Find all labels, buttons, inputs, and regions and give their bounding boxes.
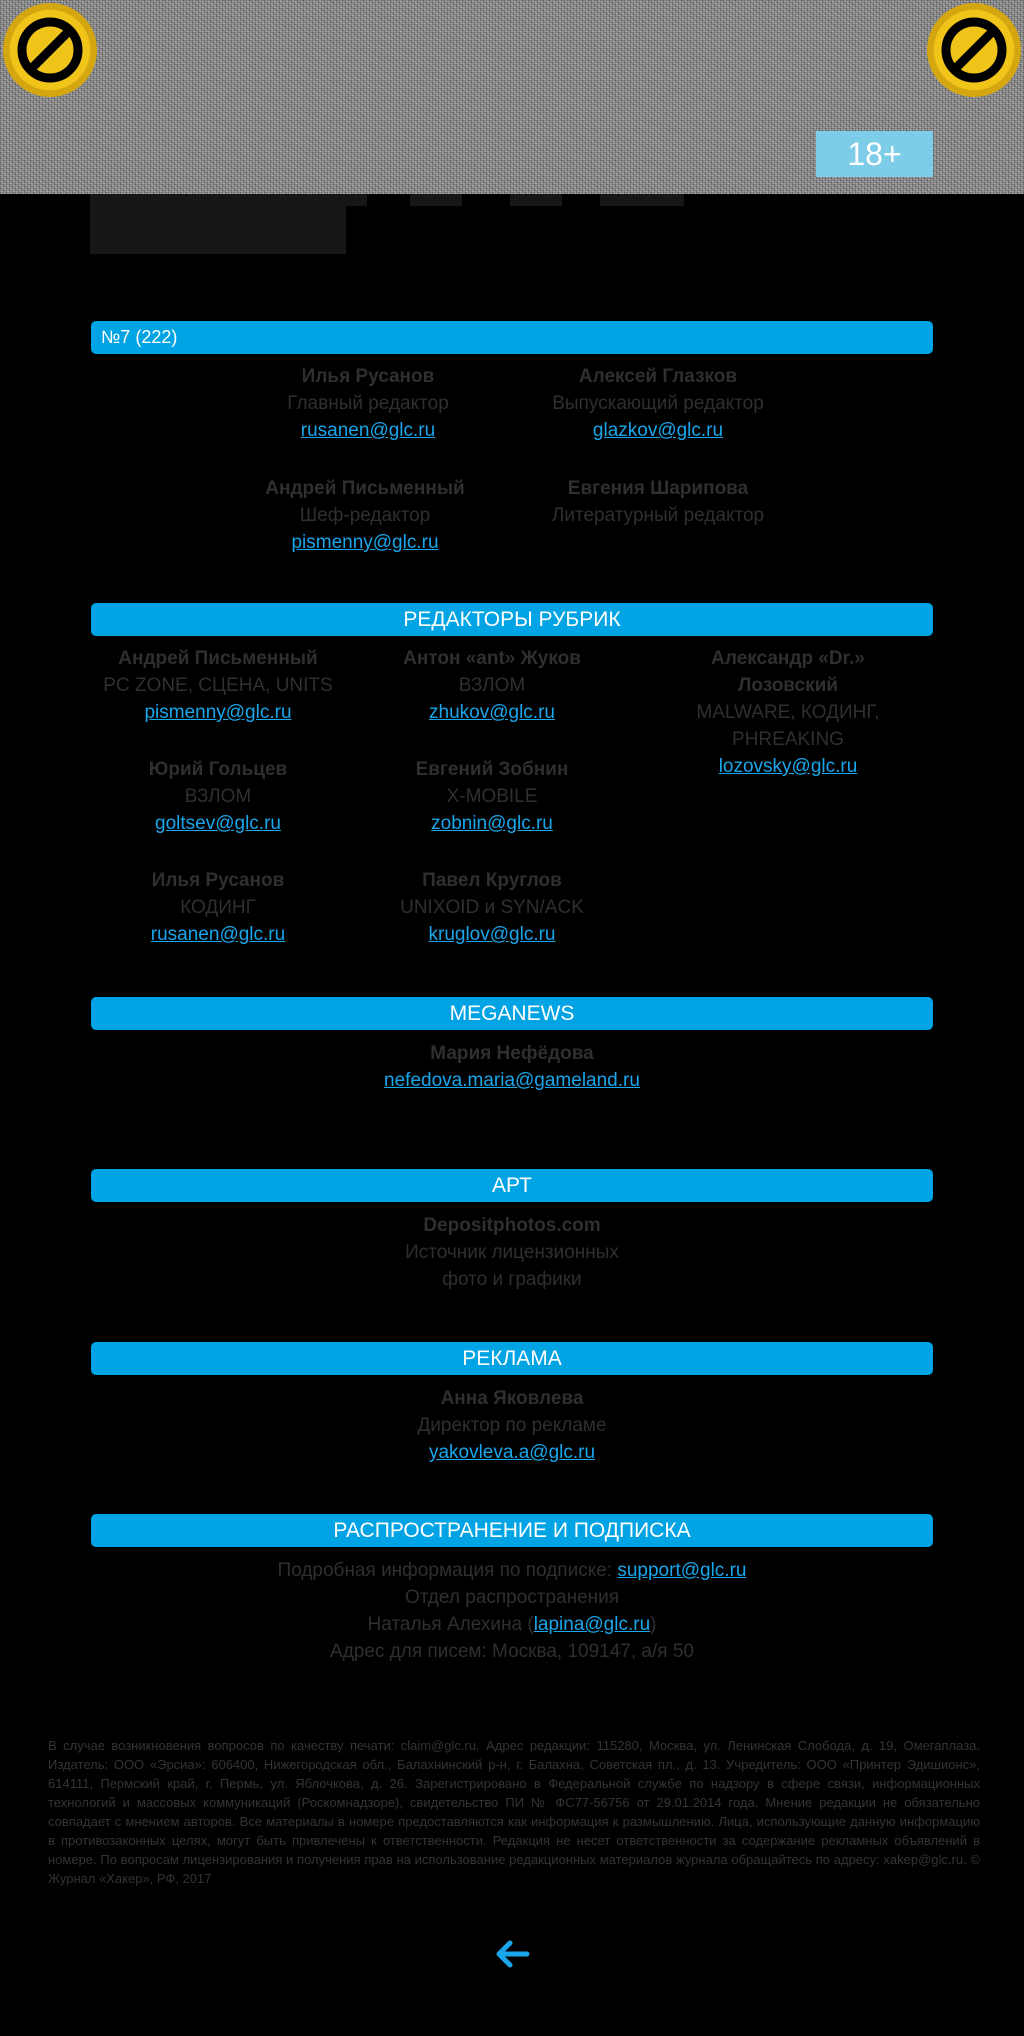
editor-section: PC ZONE, СЦЕНА, UNITS xyxy=(103,675,333,696)
art-source-name: Depositphotos.com xyxy=(423,1215,601,1236)
distribution-department: Отдел распространения xyxy=(404,1587,620,1608)
editor-email-link[interactable]: zobnin@glc.ru xyxy=(431,813,553,834)
contact-name: Наталья Алехина ( xyxy=(367,1614,534,1635)
support-email-link[interactable]: support@glc.ru xyxy=(617,1560,747,1581)
staff-card-literary-editor xyxy=(508,475,808,529)
no-entry-icon xyxy=(3,3,97,97)
art-card xyxy=(262,1212,762,1293)
art-description: фото и графики xyxy=(442,1269,582,1290)
staff-card-editor-in-chief xyxy=(218,363,518,444)
editor-email-link[interactable]: rusanen@glc.ru xyxy=(150,924,286,945)
staff-name: Андрей Письменный xyxy=(265,478,465,499)
section-header-advertising: РЕКЛАМА xyxy=(91,1342,933,1375)
editor-name: Евгений Зобнин xyxy=(415,759,569,780)
editor-section: PHREAKING xyxy=(732,729,844,750)
staff-role: Главный редактор xyxy=(287,393,449,414)
editor-email-link[interactable]: goltsev@glc.ru xyxy=(155,813,281,834)
editor-section: КОДИНГ xyxy=(180,897,256,918)
editor-name: Лозовский xyxy=(738,675,838,696)
editor-email-link[interactable]: zhukov@glc.ru xyxy=(429,702,555,723)
editor-name: Павел Круглов xyxy=(422,870,562,891)
staff-role: Литературный редактор xyxy=(551,505,765,526)
contact-close: ) xyxy=(650,1614,657,1635)
staff-email-link[interactable]: glazkov@glc.ru xyxy=(592,420,724,441)
ads-name: Анна Яковлева xyxy=(440,1388,584,1409)
contact-email-link[interactable]: lapina@glc.ru xyxy=(533,1614,651,1635)
editor-section: ВЗЛОМ xyxy=(458,675,526,696)
editor-section: ВЗЛОМ xyxy=(184,786,252,807)
subscription-label: Подробная информация по подписке: xyxy=(277,1560,618,1581)
staff-email-link[interactable]: pismenny@glc.ru xyxy=(291,532,439,553)
editor-email-link[interactable]: lozovsky@glc.ru xyxy=(718,756,858,777)
rubric-editor-card xyxy=(638,645,938,780)
ads-role: Директор по рекламе xyxy=(417,1415,607,1436)
editor-name: Александр «Dr.» xyxy=(711,648,865,669)
subscription-info xyxy=(162,1557,862,1584)
section-header-rubric-editors: РЕДАКТОРЫ РУБРИК xyxy=(91,603,933,636)
issue-number-bar: №7 (222) xyxy=(91,321,933,354)
meganews-email-link[interactable]: nefedova.maria@gameland.ru xyxy=(384,1070,640,1091)
section-header-meganews: MEGANEWS xyxy=(91,997,933,1030)
editor-section: MALWARE, КОДИНГ, xyxy=(696,702,880,723)
staff-name: Алексей Глазков xyxy=(578,366,738,387)
rubric-editor-card xyxy=(68,645,368,726)
rubric-editor-card xyxy=(342,867,642,948)
editor-email-link[interactable]: pismenny@glc.ru xyxy=(144,702,292,723)
staff-card-chief-editor xyxy=(215,475,515,556)
section-header-distribution: РАСПРОСТРАНЕНИЕ И ПОДПИСКА xyxy=(91,1514,933,1547)
editor-name: Илья Русанов xyxy=(151,870,285,891)
staff-card-managing-editor xyxy=(508,363,808,444)
section-header-art: АРТ xyxy=(91,1169,933,1202)
editor-section: X-MOBILE xyxy=(446,786,538,807)
distribution-contact xyxy=(162,1611,862,1638)
staff-role: Выпускающий редактор xyxy=(552,393,764,414)
mailing-address: Адрес для писем: Москва, 109147, а/я 50 xyxy=(330,1641,694,1662)
editor-section: UNIXOID и SYN/ACK xyxy=(400,897,584,918)
staff-role: Шеф-редактор xyxy=(299,505,431,526)
staff-name: Евгения Шарипова xyxy=(567,478,749,499)
ads-email-link[interactable]: yakovleva.a@glc.ru xyxy=(428,1442,596,1463)
editor-name: Антон «ant» Жуков xyxy=(403,648,581,669)
age-rating-badge: 18+ xyxy=(816,131,933,177)
rubric-editor-card xyxy=(68,867,368,948)
art-description: Источник лицензионных xyxy=(405,1242,619,1263)
staff-email-link[interactable]: rusanen@glc.ru xyxy=(300,420,436,441)
arrow-left-icon[interactable] xyxy=(496,1939,530,1969)
distribution-card xyxy=(162,1557,862,1665)
meganews-name: Мария Нефёдова xyxy=(430,1043,594,1064)
meganews-card xyxy=(262,1040,762,1094)
editor-name: Юрий Гольцев xyxy=(148,759,288,780)
editor-name: Андрей Письменный xyxy=(118,648,318,669)
ads-card xyxy=(262,1385,762,1466)
legal-footer: В случае возникновения вопросов по качеству печати: claim@glc.ru. Адрес редакции: 115280, Москва, ул. Ленинская Слобода, д. 19, Омегаплаза. Издатель: ООО «Эрсиа»: 606400, Нижегородская обл., Балахнинский р-н, г. Балахна, Советская пл., д. 13. Учредитель: ООО «Принтер Эдишионс», 614111, Пермский край, г. Пермь, ул. Яблочкова, д. 26. Зарегистрировано в Федеральной службе по надзору в сфере связи, информационных технологий и массовых коммуникаций (Роскомнадзоре), свидетельство ПИ № ФС77-56756 от 29.01.2014 года. Мнение редакции не обязательно совпадает с мнением авторов. Все материалы в номере предоставляются как информация к размышлению. Лица, использующие данную информацию в противозаконных целях, могут быть привлечены к ответственности. Редакция не несет ответственности за содержание рекламных объявлений в номере. По вопросам лицензирования и получения прав на использование редакционных материалов журнала обращайтесь по адресу: xakep@glc.ru. © Журнал «Хакер», РФ, 2017 xyxy=(48,1738,980,1886)
editor-email-link[interactable]: kruglov@glc.ru xyxy=(428,924,556,945)
rubric-editor-card xyxy=(342,756,642,837)
staff-name: Илья Русанов xyxy=(301,366,435,387)
rubric-editor-card xyxy=(342,645,642,726)
rubric-editor-card xyxy=(68,756,368,837)
no-entry-icon xyxy=(927,3,1021,97)
